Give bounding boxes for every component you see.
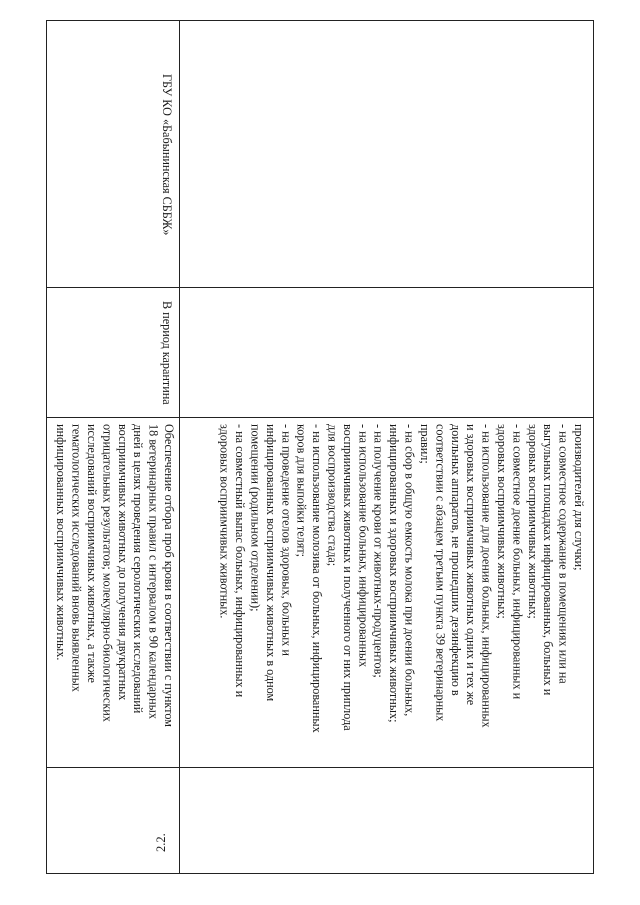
measures-top-text (186, 424, 586, 762)
measures-line: исследований восприимчивых животных, а также (84, 424, 99, 683)
column-divider-number (46, 767, 594, 768)
measures-line: - на сбор в общую емкость молока при доении больных, (402, 424, 417, 717)
row-number: 2.2. (154, 833, 168, 852)
table-border-left (593, 20, 594, 874)
measures-line: - на совместное содержание в помещениях или на (556, 424, 571, 684)
table-border-top (46, 873, 594, 874)
measures-line: производителей для случки; (572, 424, 586, 571)
measures-line: соответствии с абзацем третьим пункта 39 ветеринарных (433, 424, 448, 722)
measures-line: дней в целях проведения серологических исследований (131, 424, 146, 714)
measures-line: инфицированных и здоровых восприимчивых животных; (387, 424, 402, 723)
measures-line: и здоровых восприимчивых животных одних и тех же (464, 424, 479, 706)
measures-bottom-text (50, 424, 176, 762)
responsible-cell (50, 20, 176, 282)
measures-line: - на проведение отелов здоровых, больных и (279, 424, 294, 656)
measures-line: - на использование для доения больных, инфицированных (479, 424, 494, 728)
measures-line: восприимчивых животных и полученного от них приплода (340, 424, 355, 731)
measures-line: - на использование больных, инфицированных (356, 424, 371, 668)
measures-cell-top (186, 20, 586, 762)
measures-line: здоровых восприимчивых животных; (494, 424, 509, 619)
deadline-text: В период карантина (160, 301, 174, 405)
measures-table (46, 20, 594, 874)
measures-line: восприимчивых животных до получения двукратных (115, 424, 130, 701)
measures-line: - на совместное доение больных, инфицированных и (510, 424, 525, 700)
table-border-right (46, 20, 47, 874)
measures-line: гематологических исследований вновь выявленных (69, 424, 84, 692)
measures-line: - на использование молозива от больных, инфицированных (310, 424, 325, 733)
measures-line: - на совместный выпас больных, инфицированных и (233, 424, 248, 698)
measures-line: инфицированных восприимчивых животных. (54, 424, 69, 661)
measures-line: здоровых восприимчивых животных. (217, 424, 232, 619)
measures-line: отрицательных результатов; молекулярно-биологических (100, 424, 115, 722)
measures-line: коров для выпойки телят; (294, 424, 309, 558)
measures-line: помещении (родильном отделении); (248, 424, 263, 612)
row-separator (179, 20, 180, 874)
measures-line: правил; (417, 424, 432, 464)
measures-line: 18 ветеринарных правил с интервалом в 90 календарных (146, 424, 161, 719)
measures-line: Обеспечение отбора проб крови в соответствии с пунктом (162, 424, 176, 727)
measures-line: доильных аппаратов, не прошедших дезинфекцию в (448, 424, 463, 696)
responsible-text: ГБУ КО «Бабынинская СББЖ» (160, 73, 174, 236)
measures-line: выгульных площадках инфицированных, больных и (541, 424, 556, 696)
measures-line: здоровых восприимчивых животных; (525, 424, 540, 619)
measures-line: инфицированных восприимчивых животных в одном (263, 424, 278, 702)
measures-line: для воспроизводства стада; (325, 424, 340, 567)
measures-line: - на получение крови от животных-продуцентов; (371, 424, 386, 678)
